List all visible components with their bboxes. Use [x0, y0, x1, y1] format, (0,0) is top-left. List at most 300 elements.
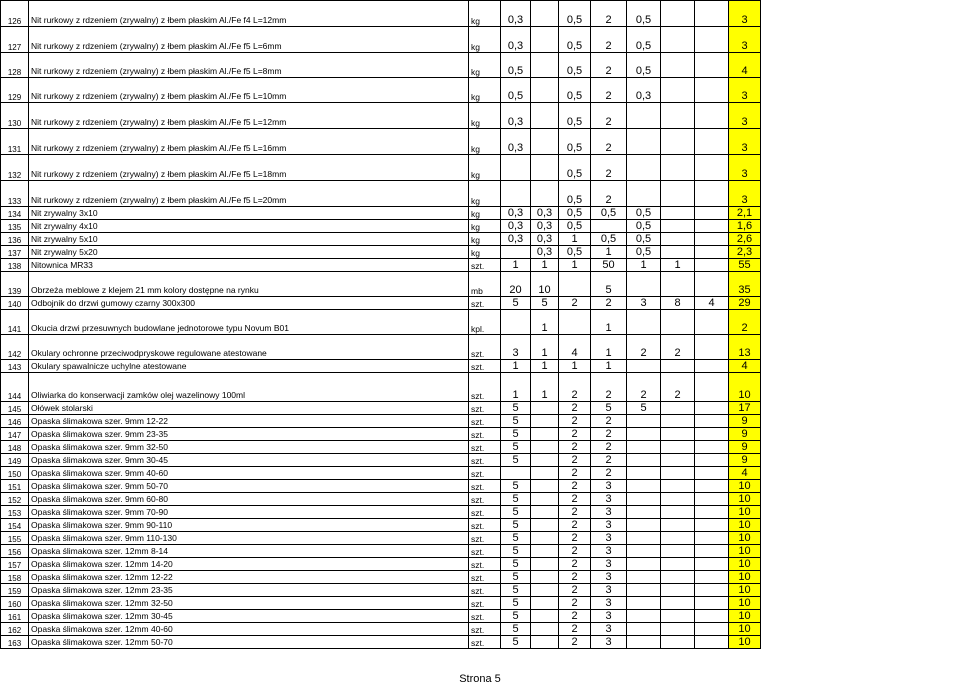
item-name: Opaska ślimakowa szer. 9mm 70-90: [29, 506, 469, 519]
quantity-cell: 3: [591, 493, 627, 506]
unit-cell: szt.: [469, 493, 501, 506]
unit-cell: szt.: [469, 532, 501, 545]
quantity-cell: [627, 441, 661, 454]
quantity-cell: 3: [591, 610, 627, 623]
quantity-cell: 0,3: [501, 207, 531, 220]
quantity-cell: 2: [591, 129, 627, 155]
quantity-cell: 3: [591, 532, 627, 545]
quantity-cell: 3: [591, 597, 627, 610]
quantity-cell: [531, 78, 559, 103]
quantity-cell: 3: [591, 584, 627, 597]
quantity-cell: [531, 636, 559, 649]
unit-cell: szt.: [469, 259, 501, 272]
table-row: [1, 441, 960, 454]
quantity-cell: [661, 441, 695, 454]
quantity-cell: [591, 220, 627, 233]
item-name: Opaska ślimakowa szer. 9mm 90-110: [29, 519, 469, 532]
item-name: Nitownica MR33: [29, 259, 469, 272]
row-number: 136: [1, 233, 29, 246]
row-number: 141: [1, 310, 29, 335]
total-cell: 3: [729, 129, 761, 155]
item-name: Nit rurkowy z rdzeniem (zrywalny) z łbem płaskim Al./Fe f5 L=20mm: [29, 181, 469, 207]
quantity-cell: 2: [661, 373, 695, 402]
quantity-cell: 1: [559, 233, 591, 246]
quantity-cell: [531, 480, 559, 493]
quantity-cell: 0,3: [501, 27, 531, 53]
quantity-cell: [531, 506, 559, 519]
quantity-cell: 1: [661, 259, 695, 272]
quantity-cell: [627, 558, 661, 571]
table-body: [1, 1, 960, 649]
quantity-cell: [627, 636, 661, 649]
table-row: [1, 360, 960, 373]
unit-cell: szt.: [469, 623, 501, 636]
quantity-cell: [661, 181, 695, 207]
quantity-cell: 0,5: [627, 233, 661, 246]
item-name: Nit rurkowy z rdzeniem (zrywalny) z łbem płaskim Al./Fe f5 L=10mm: [29, 78, 469, 103]
quantity-cell: 3: [591, 545, 627, 558]
quantity-cell: [661, 636, 695, 649]
table-row: [1, 297, 960, 310]
row-number: 143: [1, 360, 29, 373]
table-row: [1, 584, 960, 597]
table-row: [1, 519, 960, 532]
quantity-cell: 2: [591, 27, 627, 53]
total-cell: 9: [729, 441, 761, 454]
quantity-cell: [661, 558, 695, 571]
quantity-cell: 1: [501, 360, 531, 373]
total-cell: 10: [729, 623, 761, 636]
table-row: [1, 207, 960, 220]
quantity-cell: 2: [559, 402, 591, 415]
quantity-cell: 1: [531, 373, 559, 402]
table-row: [1, 532, 960, 545]
quantity-cell: 2: [559, 558, 591, 571]
quantity-cell: 2: [559, 373, 591, 402]
quantity-cell: 2: [627, 335, 661, 360]
total-cell: 35: [729, 272, 761, 297]
quantity-cell: [695, 360, 729, 373]
row-number: 127: [1, 27, 29, 53]
table-row: [1, 155, 960, 181]
row-number: 126: [1, 1, 29, 27]
quantity-cell: [661, 207, 695, 220]
row-number: 152: [1, 493, 29, 506]
unit-cell: szt.: [469, 335, 501, 360]
table-row: [1, 220, 960, 233]
quantity-cell: [531, 454, 559, 467]
quantity-cell: 5: [501, 623, 531, 636]
quantity-cell: [695, 233, 729, 246]
table-row: [1, 402, 960, 415]
quantity-cell: 0,5: [559, 129, 591, 155]
total-cell: 10: [729, 610, 761, 623]
quantity-cell: [627, 310, 661, 335]
quantity-cell: [531, 103, 559, 129]
row-number: 137: [1, 246, 29, 259]
quantity-cell: [695, 584, 729, 597]
quantity-cell: [661, 246, 695, 259]
table-row: [1, 597, 960, 610]
quantity-cell: [627, 532, 661, 545]
quantity-cell: 5: [501, 610, 531, 623]
table-row: [1, 373, 960, 402]
quantity-cell: 2: [591, 428, 627, 441]
unit-cell: szt.: [469, 373, 501, 402]
quantity-cell: 0,3: [531, 207, 559, 220]
table-row: [1, 428, 960, 441]
row-number: 139: [1, 272, 29, 297]
quantity-cell: 0,5: [627, 1, 661, 27]
table-row: [1, 1, 960, 27]
quantity-cell: [695, 597, 729, 610]
quantity-cell: 2: [559, 506, 591, 519]
table-row: [1, 53, 960, 78]
item-name: Nit rurkowy z rdzeniem (zrywalny) z łbem płaskim Al./Fe f5 L=18mm: [29, 155, 469, 181]
row-number: 158: [1, 571, 29, 584]
unit-cell: kg: [469, 53, 501, 78]
item-name: Opaska ślimakowa szer. 9mm 32-50: [29, 441, 469, 454]
item-name: Opaska ślimakowa szer. 12mm 30-45: [29, 610, 469, 623]
unit-cell: kg: [469, 27, 501, 53]
quantity-cell: [627, 610, 661, 623]
quantity-cell: 2: [591, 155, 627, 181]
quantity-cell: [695, 571, 729, 584]
quantity-cell: [531, 493, 559, 506]
table-row: [1, 78, 960, 103]
item-name: Nit rurkowy z rdzeniem (zrywalny) z łbem płaskim Al./Fe f5 L=6mm: [29, 27, 469, 53]
item-name: Opaska ślimakowa szer. 9mm 23-35: [29, 428, 469, 441]
total-cell: 13: [729, 335, 761, 360]
total-cell: 10: [729, 584, 761, 597]
quantity-cell: [661, 53, 695, 78]
quantity-cell: 3: [591, 519, 627, 532]
quantity-cell: 20: [501, 272, 531, 297]
quantity-cell: [531, 610, 559, 623]
quantity-cell: [695, 272, 729, 297]
quantity-cell: [531, 1, 559, 27]
quantity-cell: 2: [591, 1, 627, 27]
quantity-cell: 0,5: [591, 233, 627, 246]
quantity-cell: [531, 467, 559, 480]
table-row: [1, 493, 960, 506]
quantity-cell: 5: [591, 402, 627, 415]
item-name: Okulary ochronne przeciwodpryskowe regulowane atestowane: [29, 335, 469, 360]
quantity-cell: 0,5: [559, 220, 591, 233]
quantity-cell: 5: [501, 402, 531, 415]
item-name: Odbojnik do drzwi gumowy czarny 300x300: [29, 297, 469, 310]
quantity-cell: [627, 155, 661, 181]
quantity-cell: 2: [559, 519, 591, 532]
quantity-cell: [627, 360, 661, 373]
quantity-cell: 2: [591, 441, 627, 454]
row-number: 145: [1, 402, 29, 415]
row-number: 138: [1, 259, 29, 272]
quantity-cell: 3: [591, 480, 627, 493]
item-name: Nit rurkowy z rdzeniem (zrywalny) z łbem płaskim Al./Fe f5 L=16mm: [29, 129, 469, 155]
item-name: Opaska ślimakowa szer. 12mm 32-50: [29, 597, 469, 610]
quantity-cell: [531, 181, 559, 207]
unit-cell: kg: [469, 220, 501, 233]
quantity-cell: 3: [591, 558, 627, 571]
quantity-cell: 5: [501, 558, 531, 571]
unit-cell: mb: [469, 272, 501, 297]
total-cell: 10: [729, 597, 761, 610]
quantity-cell: 2: [559, 415, 591, 428]
unit-cell: szt.: [469, 545, 501, 558]
quantity-cell: [531, 584, 559, 597]
quantity-cell: 2: [591, 53, 627, 78]
unit-cell: kg: [469, 155, 501, 181]
quantity-cell: [695, 428, 729, 441]
quantity-cell: 2: [559, 428, 591, 441]
quantity-cell: 2: [591, 373, 627, 402]
quantity-cell: 3: [591, 623, 627, 636]
quantity-cell: 0,5: [627, 207, 661, 220]
quantity-cell: [627, 103, 661, 129]
quantity-cell: 2: [559, 571, 591, 584]
table-row: [1, 480, 960, 493]
total-cell: 4: [729, 360, 761, 373]
item-name: Okulary spawalnicze uchylne atestowane: [29, 360, 469, 373]
total-cell: 2,3: [729, 246, 761, 259]
quantity-cell: 2: [591, 103, 627, 129]
unit-cell: kg: [469, 233, 501, 246]
quantity-cell: 5: [531, 297, 559, 310]
quantity-cell: [627, 272, 661, 297]
quantity-cell: [695, 467, 729, 480]
quantity-cell: [695, 78, 729, 103]
unit-cell: szt.: [469, 415, 501, 428]
quantity-cell: 3: [501, 335, 531, 360]
quantity-cell: [695, 335, 729, 360]
unit-cell: szt.: [469, 441, 501, 454]
total-cell: 4: [729, 53, 761, 78]
quantity-cell: 0,3: [531, 233, 559, 246]
quantity-cell: [695, 636, 729, 649]
row-number: 155: [1, 532, 29, 545]
unit-cell: kg: [469, 103, 501, 129]
total-cell: 10: [729, 493, 761, 506]
row-number: 153: [1, 506, 29, 519]
table-row: [1, 558, 960, 571]
quantity-cell: 0,3: [501, 103, 531, 129]
quantity-cell: [695, 129, 729, 155]
quantity-cell: [661, 155, 695, 181]
quantity-cell: 0,5: [501, 78, 531, 103]
item-name: Opaska ślimakowa szer. 9mm 60-80: [29, 493, 469, 506]
table-row: [1, 610, 960, 623]
item-name: Nit rurkowy z rdzeniem (zrywalny) z łbem płaskim Al./Fe f5 L=8mm: [29, 53, 469, 78]
quantity-cell: 0,5: [559, 53, 591, 78]
quantity-cell: [695, 373, 729, 402]
quantity-cell: [661, 1, 695, 27]
unit-cell: szt.: [469, 571, 501, 584]
quantity-cell: [661, 597, 695, 610]
quantity-cell: [695, 610, 729, 623]
quantity-cell: [627, 129, 661, 155]
quantity-cell: 5: [501, 454, 531, 467]
quantity-cell: [661, 610, 695, 623]
quantity-cell: [627, 181, 661, 207]
quantity-cell: [531, 27, 559, 53]
item-name: Opaska ślimakowa szer. 12mm 12-22: [29, 571, 469, 584]
total-cell: 17: [729, 402, 761, 415]
row-number: 161: [1, 610, 29, 623]
quantity-cell: [695, 532, 729, 545]
quantity-cell: 5: [501, 506, 531, 519]
table-row: [1, 272, 960, 297]
table-row: [1, 181, 960, 207]
table-row: [1, 454, 960, 467]
unit-cell: szt.: [469, 597, 501, 610]
quantity-cell: [627, 480, 661, 493]
quantity-cell: 5: [501, 571, 531, 584]
total-cell: 55: [729, 259, 761, 272]
unit-cell: szt.: [469, 636, 501, 649]
quantity-cell: 2: [559, 493, 591, 506]
total-cell: 29: [729, 297, 761, 310]
item-name: Okucia drzwi przesuwnych budowlane jednotorowe typu Novum B01: [29, 310, 469, 335]
quantity-cell: 2: [559, 584, 591, 597]
quantity-cell: 2: [591, 181, 627, 207]
quantity-cell: 2: [559, 467, 591, 480]
item-name: Ołówek stolarski: [29, 402, 469, 415]
quantity-cell: 1: [591, 246, 627, 259]
quantity-cell: 0,5: [559, 207, 591, 220]
quantity-cell: 2: [559, 597, 591, 610]
table-row: [1, 571, 960, 584]
quantity-cell: [501, 310, 531, 335]
quantity-cell: 0,3: [501, 220, 531, 233]
quantity-cell: 1: [501, 373, 531, 402]
unit-cell: szt.: [469, 519, 501, 532]
quantity-cell: [695, 415, 729, 428]
quantity-cell: 5: [501, 493, 531, 506]
row-number: 142: [1, 335, 29, 360]
quantity-cell: 5: [501, 415, 531, 428]
quantity-cell: [661, 360, 695, 373]
total-cell: 9: [729, 454, 761, 467]
quantity-cell: [627, 571, 661, 584]
total-cell: 10: [729, 506, 761, 519]
quantity-cell: 1: [627, 259, 661, 272]
quantity-cell: 0,3: [531, 220, 559, 233]
quantity-cell: [661, 310, 695, 335]
quantity-cell: [531, 597, 559, 610]
total-cell: 10: [729, 558, 761, 571]
row-number: 140: [1, 297, 29, 310]
quantity-cell: [531, 53, 559, 78]
quantity-cell: [695, 623, 729, 636]
table-row: [1, 129, 960, 155]
table-row: [1, 27, 960, 53]
quantity-cell: [559, 310, 591, 335]
quantity-cell: [531, 623, 559, 636]
unit-cell: szt.: [469, 467, 501, 480]
total-cell: 1,6: [729, 220, 761, 233]
quantity-cell: [695, 1, 729, 27]
quantity-cell: [695, 558, 729, 571]
table-row: [1, 506, 960, 519]
quantity-cell: 0,5: [559, 1, 591, 27]
quantity-cell: [661, 415, 695, 428]
quantity-cell: [531, 558, 559, 571]
quantity-cell: [695, 454, 729, 467]
row-number: 157: [1, 558, 29, 571]
row-number: 147: [1, 428, 29, 441]
quantity-cell: 2: [559, 636, 591, 649]
quantity-cell: 1: [591, 310, 627, 335]
quantity-cell: 2: [559, 532, 591, 545]
row-number: 135: [1, 220, 29, 233]
quantity-cell: [695, 207, 729, 220]
quantity-cell: [661, 493, 695, 506]
unit-cell: szt.: [469, 297, 501, 310]
row-number: 130: [1, 103, 29, 129]
quantity-cell: [661, 103, 695, 129]
quantity-cell: 0,3: [627, 78, 661, 103]
unit-cell: kg: [469, 207, 501, 220]
quantity-cell: [627, 428, 661, 441]
quantity-cell: [695, 246, 729, 259]
unit-cell: szt.: [469, 402, 501, 415]
quantity-cell: 1: [559, 360, 591, 373]
quantity-cell: 5: [501, 532, 531, 545]
item-name: Nit zrywalny 5x10: [29, 233, 469, 246]
row-number: 131: [1, 129, 29, 155]
quantity-cell: 1: [531, 360, 559, 373]
table-row: [1, 233, 960, 246]
quantity-cell: [627, 506, 661, 519]
quantity-cell: [559, 272, 591, 297]
quantity-cell: [695, 480, 729, 493]
unit-cell: szt.: [469, 506, 501, 519]
quantity-cell: [661, 27, 695, 53]
unit-cell: kg: [469, 181, 501, 207]
row-number: 162: [1, 623, 29, 636]
row-number: 154: [1, 519, 29, 532]
quantity-cell: 2: [559, 480, 591, 493]
quantity-cell: 2: [559, 545, 591, 558]
quantity-cell: 4: [559, 335, 591, 360]
quantity-cell: 2: [591, 78, 627, 103]
page-number: Strona 5: [459, 673, 501, 685]
total-cell: 10: [729, 571, 761, 584]
quantity-cell: [627, 584, 661, 597]
quantity-cell: 0,5: [501, 53, 531, 78]
quantity-cell: [695, 545, 729, 558]
total-cell: 4: [729, 467, 761, 480]
quantity-cell: 1: [591, 360, 627, 373]
quantity-cell: 5: [501, 480, 531, 493]
quantity-cell: 2: [627, 373, 661, 402]
quantity-cell: [501, 467, 531, 480]
table-row: [1, 636, 960, 649]
table-row: [1, 415, 960, 428]
quantity-cell: [695, 103, 729, 129]
unit-cell: szt.: [469, 454, 501, 467]
quantity-cell: [661, 467, 695, 480]
quantity-cell: [531, 155, 559, 181]
quantity-cell: 5: [501, 545, 531, 558]
unit-cell: szt.: [469, 360, 501, 373]
quantity-cell: [661, 454, 695, 467]
quantity-cell: 2: [559, 297, 591, 310]
unit-cell: szt.: [469, 610, 501, 623]
quantity-cell: [695, 259, 729, 272]
quantity-cell: [695, 402, 729, 415]
